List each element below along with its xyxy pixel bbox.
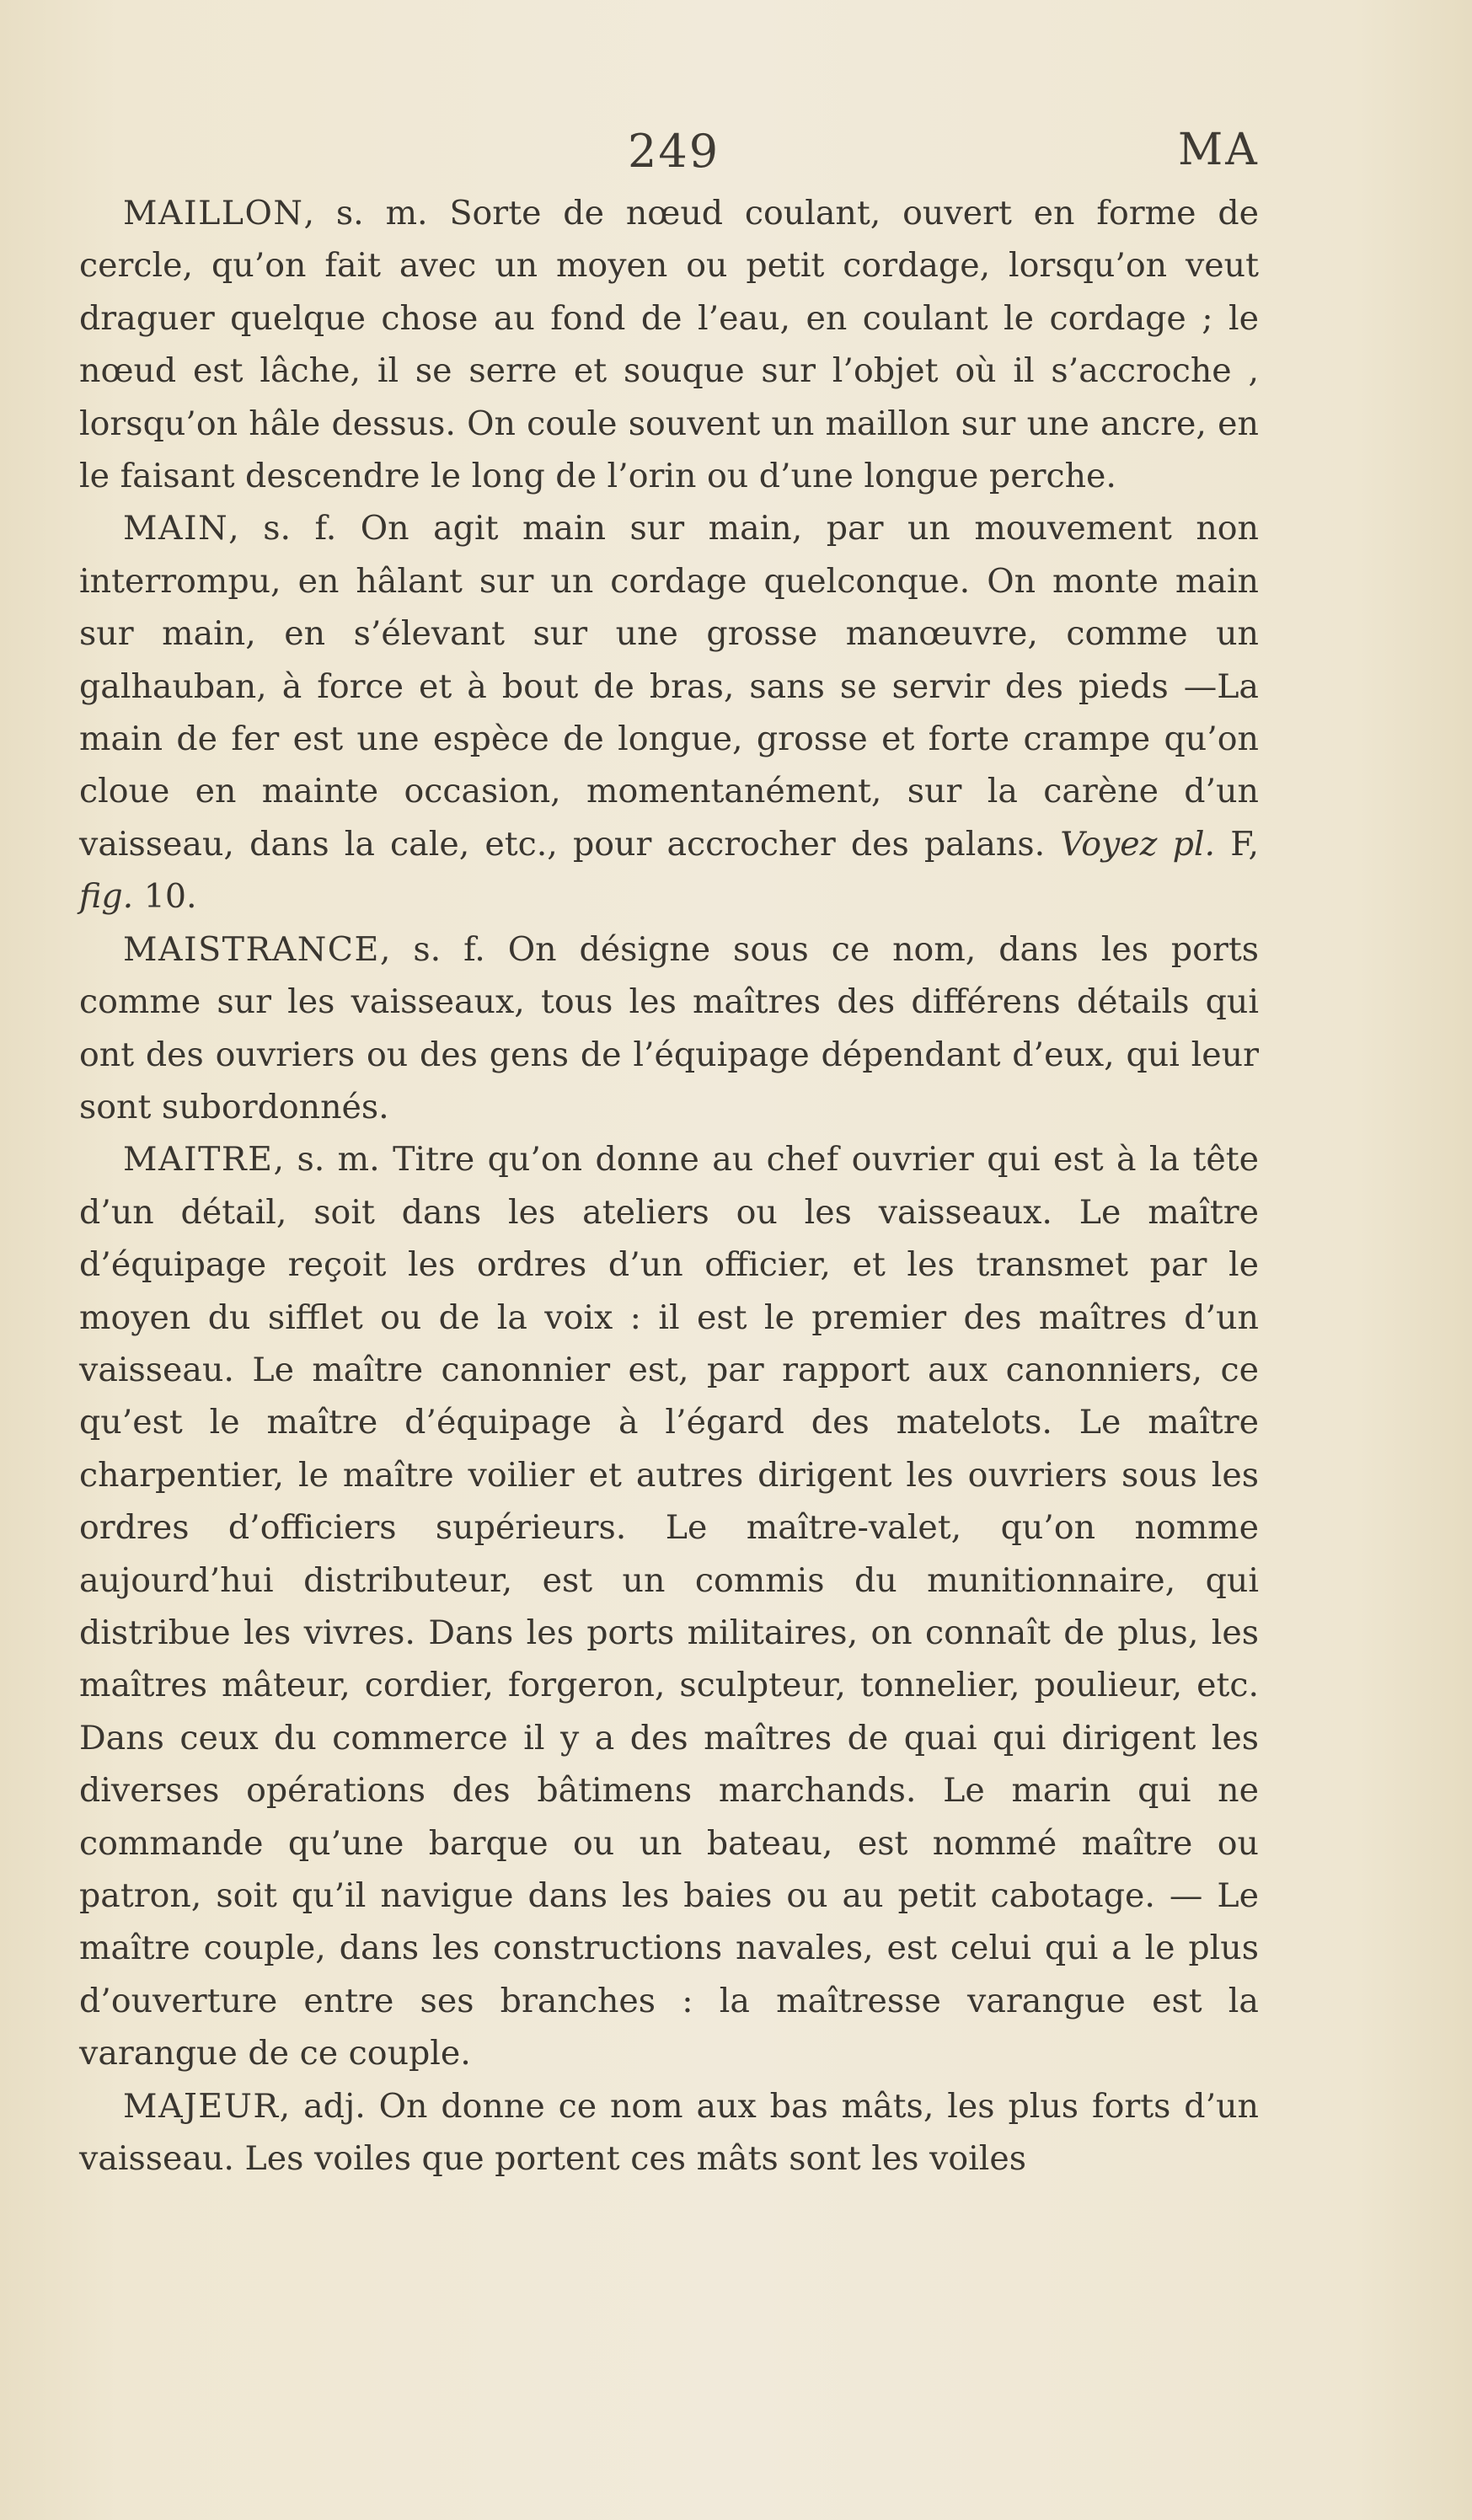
entry-maillon	[79, 187, 1259, 502]
running-head: MA	[1178, 125, 1260, 175]
page-number: 249	[628, 125, 720, 178]
grammar-label: , s. m.	[273, 1140, 380, 1180]
page-header	[0, 125, 1472, 184]
headword: MAILLON	[123, 194, 304, 233]
entry-body: On donne ce nom aux bas mâts, les plus forts d’un vaisseau. Les voiles que portent ces mâts sont les voiles	[79, 2086, 1259, 2179]
grammar-label: , s. f.	[379, 929, 485, 969]
grammar-label: , s. f.	[228, 509, 337, 548]
entry-body: Titre qu’on donne au chef ouvrier qui est à la tête d’un détail, soit dans les ateliers ou les vaisseaux. Le maître d’équipage reçoit les ordres d’un officier, et les transmet par le moyen du sifflet ou de la voix : il est le premier des maîtres d’un vaisseau. Le maître canonnier est, par rapport aux canonniers, ce qu’est le maître d’équipage à l’égard des matelots. Le maître charpentier, le maître voilier et autres dirigent les ouvriers sous les ordres d’officiers supérieurs. Le maître-valet, qu’on nomme aujourd’hui distributeur, est un commis du munitionnaire, qui distribue les vivres. Dans les ports militaires, on connaît de plus, les maîtres mâteur, cordier, forgeron, sculpteur, tonnelier, poulieur, etc. Dans ceux du commerce il y a des maîtres de quai qui dirigent les diverses opérations des bâtimens marchands. Le marin qui ne commande qu’une barque ou un bateau, est nommé maître ou patron, soit qu’il navigue dans les baies ou au petit cabotage. — Le maître couple, dans les constructions navales, est celui qui a le plus d’ouverture entre ses branches : la maîtresse varangue est la varangue de ce couple.	[79, 1140, 1259, 2073]
grammar-label: , s. m.	[303, 194, 428, 233]
headword: MAIN	[123, 509, 229, 548]
headword: MAISTRANCE	[123, 929, 380, 969]
entry-body: Sorte de nœud coulant, ouvert en forme de cercle, qu’on fait avec un moyen ou petit cordage, lorsqu’on veut draguer quelque chose au fond de l’eau, en coulant le cordage ; le nœud est lâche, il se serre et souque sur l’objet où il s’accroche , lorsqu’on hâle dessus. On coule souvent un maillon sur une ancre, en le faisant descendre le long de l’orin ou d’une longue perche.	[79, 194, 1259, 496]
entry-maistrance	[79, 923, 1259, 1134]
entry-maitre	[79, 1133, 1259, 2079]
cross-reference-figure: fig.	[79, 877, 134, 917]
dictionary-text	[79, 187, 1259, 2185]
entry-majeur	[79, 2080, 1259, 2186]
headword: MAITRE	[123, 1140, 274, 1180]
cross-reference: Voyez pl.	[1060, 824, 1216, 864]
headword: MAJEUR	[123, 2086, 280, 2126]
grammar-label: , adj.	[279, 2086, 366, 2126]
cross-reference-number: 10.	[133, 877, 197, 917]
cross-reference-plate: F,	[1215, 824, 1259, 864]
entry-body: On agit main sur main, par un mouvement non interrompu, en hâlant sur un cordage quelconque. On monte main sur main, en s’élevant sur une grosse manœuvre, comme un galhauban, à force et à bout de bras, sans se servir des pieds —La main de fer est une espèce de longue, grosse et forte crampe qu’on cloue en mainte occasion, momentanément, sur la carène d’un vaisseau, dans la cale, etc., pour accrocher des palans.	[79, 509, 1260, 864]
entry-body: On désigne sous ce nom, dans les ports comme sur les vaisseaux, tous les maîtres des différens détails qui ont des ouvriers ou des gens de l’équipage dépendant d’eux, qui leur sont subordonnés.	[79, 929, 1259, 1126]
entry-main	[79, 502, 1259, 923]
